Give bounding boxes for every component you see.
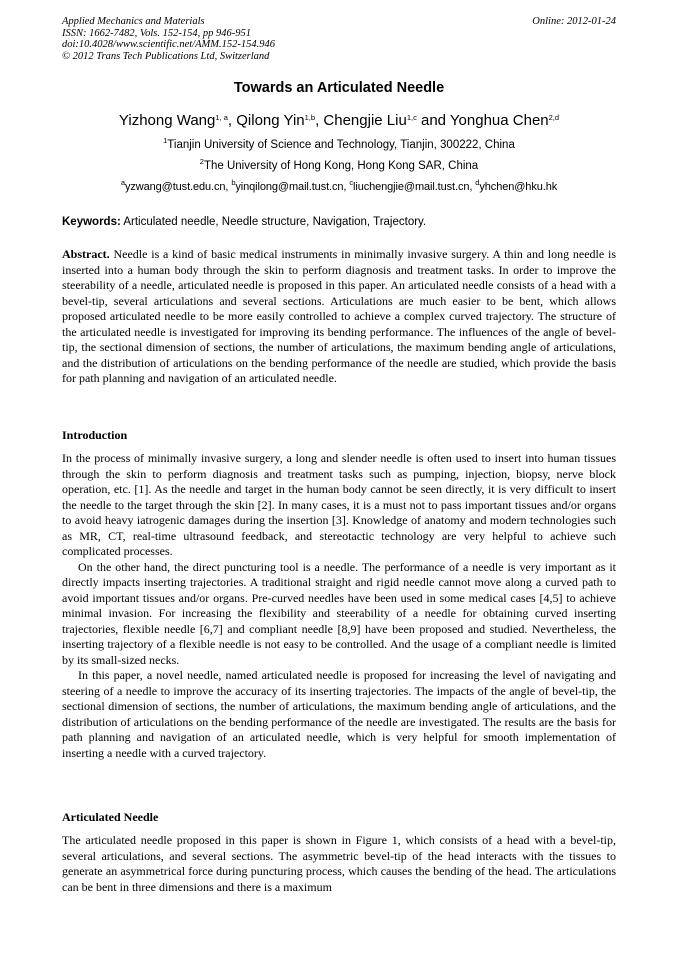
keywords-text: Articulated needle, Needle structure, Navigation, Trajectory. [120, 216, 427, 228]
email-link[interactable]: yzwang@tust.edu.cn, [124, 181, 232, 193]
author-list [62, 112, 616, 129]
paragraph: In this paper, a novel needle, named articulated needle is proposed for increasing the level of navigating and steering of a needle to improve the accuracy of its inserting trajectories. The impacts of the angle of bevel-tip, the sectional dimension of sections, the number of articulations, the maximum bending angle of articulations, and the distribution of articulations on the bending performance of the needle are investigated. The results are the basis for path planning and navigation of an articulated needle, which is very helpful for smooth implementation of inserting a needle with a curved trajectory. [62, 668, 616, 760]
keywords-label: Keywords: [62, 216, 121, 228]
abstract-label: Abstract. [62, 247, 110, 261]
articulated-needle-heading: Articulated Needle [62, 810, 159, 824]
abstract-text: Needle is a kind of basic medical instruments in minimally invasive surgery. A thin and long needle is inserted into a human body through the skin to perform diagnosis and treatment tasks. In order to improve the steerability of a needle, articulated needle is proposed in this paper. An articulated needle consists of a head with a bevel-tip, several articulations and several sections. Articulations are much easier to be bent, which allows proposed articulated needle to be more easily controlled to achieve a complex curved trajectory. The structure of the articulated needle is investigated for improving its bending performance. The influences of the angle of bevel-tip, the sectional dimension of sections, the number of articulations, the maximum bending angle of articulations, and the distribution of articulations on the bending performance of the needle are studied, which provide the basis for path planning and navigation of an articulated needle. [62, 247, 616, 385]
affiliation-2: $^2$The University of Hong Kong, Hong Kong SAR, China [199, 157, 479, 172]
articulated-needle-body: The articulated needle proposed in this paper is shown in Figure 1, which consists of a head with a bevel-tip, several articulations, and several sections. The asymmetric bevel-tip of the head interacts with the tissues to generate an asymmetrical force during puncturing process, which causes the bending of the head. The articulations can be bent in three dimensions and there is a maximum [62, 833, 616, 894]
author: Qilong Yin$^{1,b}$, [236, 112, 324, 129]
author: Yonghua Chen$^{2,d}$ [449, 112, 560, 129]
copyright-line: © 2012 Trans Tech Publications Ltd, Switzerland [62, 50, 270, 62]
paper-title: Towards an Articulated Needle [233, 80, 445, 96]
email-link[interactable]: liuchengjie@mail.tust.cn, [353, 181, 476, 193]
online-date: Online: 2012-01-24 [532, 16, 616, 27]
issn-line: ISSN: 1662-7482, Vols. 152-154, pp 946-951 [62, 27, 251, 39]
affiliation-1: $^1$Tianjin University of Science and Technology, Tianjin, 300222, China [163, 136, 515, 151]
journal-header [62, 16, 616, 62]
abstract [62, 247, 616, 387]
email-link[interactable]: yhchen@hku.hk [479, 181, 558, 193]
introduction-heading: Introduction [62, 428, 128, 442]
author: Yizhong Wang$^{1, a}$, [118, 112, 237, 129]
introduction-body [62, 451, 616, 761]
keywords [62, 216, 616, 228]
author-emails: $^a$yzwang@tust.edu.cn, $^b$yinqilong@mail.tust.cn, $^c$liuchengjie@mail.tust.cn, $^d$yhchen@hku.hk [120, 178, 558, 193]
doi-line: doi:10.4028/www.scientific.net/AMM.152-154.946 [62, 39, 275, 50]
email-link[interactable]: yinqilong@mail.tust.cn, [235, 181, 350, 193]
paragraph: On the other hand, the direct puncturing tool is a needle. The performance of a needle is very important as it directly impacts inserting trajectories. A traditional straight and rigid needle cannot move along a curved path to avoid important tissues and/or organs. Pre-curved needles have been used in some medical cases [4,5] to achieve minimal invasion. For increasing the flexibility and steerability of a needle for obtaining curved inserting trajectories, flexible needle [6,7] and compliant needle [8,9] have been proposed and studied. Nevertheless, the inserting trajectory of a flexible needle is not easy to be controlled. And the usage of a compliant needle is limited by its small-sized necks. [62, 559, 616, 667]
author: Chengjie Liu$^{1,c}$ and [323, 112, 450, 129]
paragraph: In the process of minimally invasive surgery, a long and slender needle is often used to insert into human tissues through the skin to perform diagnosis and treatment tasks such as pumping, injection, biopsy, nerve block operation, etc. [1]. As the needle and target in the human body cannot be seen directly, it is very difficult to insert the needle to the target through the skin [2]. In many cases, it is a must not to pass important tissues and/or organs to avoid heavy iatrogenic damages during the insertion [3]. Knowledge of anatomy and modern technologies such as MR, CT, real-time ultrasound feedback, and stereotactic technology are very helpful to achieve such complicated processes. [62, 451, 616, 558]
journal-name: Applied Mechanics and Materials [62, 16, 205, 27]
